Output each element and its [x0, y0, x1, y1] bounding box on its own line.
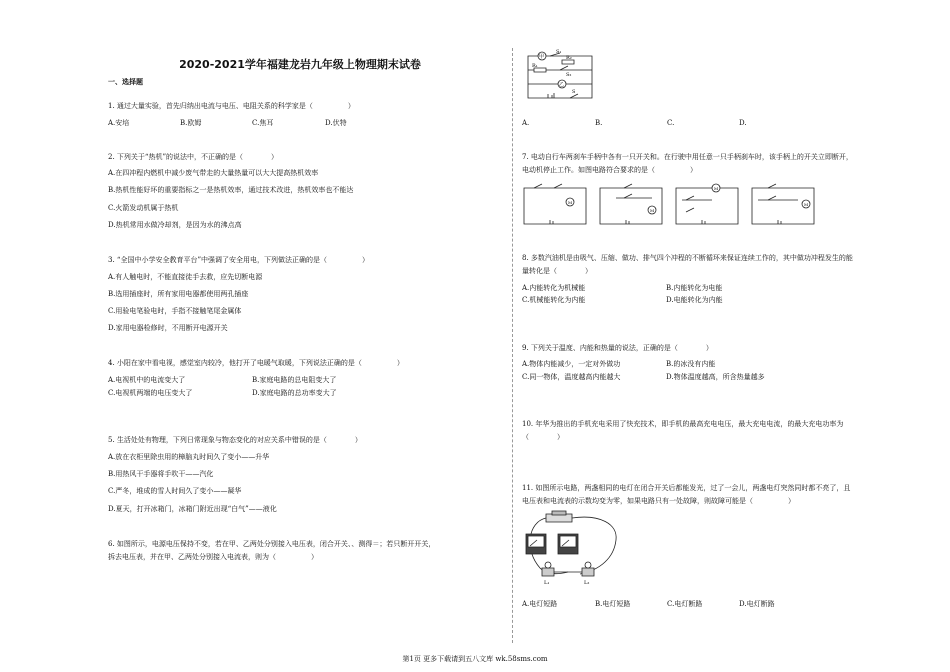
q2-option-a: A.在四冲程内燃机中减少废气带走的大量热量可以大大提高热机效率: [108, 169, 319, 177]
question-11-line1: 11. 如图所示电路，两盏相同的电灯在闭合开关后都能发光，过了一会儿，两盏电灯突然同时都不亮了，且: [522, 484, 851, 492]
q9-option-c: C.同一物体，温度越高内能越大: [522, 373, 621, 381]
q6-circuit-figure: [520, 48, 602, 104]
q6-fig-jia: 甲: [539, 54, 545, 60]
q7-circuit-a: [520, 182, 590, 228]
question-6-line2: 拆去电压表，并在甲、乙两处分别接入电流表，则为（ ）: [108, 553, 318, 561]
q4-option-a: A.电视机中的电流变大了: [108, 376, 186, 384]
question-7-line1: 7. 电动自行车两刹车手柄中各有一只开关和。在行驶中用任意一只手柄刹车时，该手柄上的开关立即断开，: [522, 153, 853, 161]
question-7-line2: 电动机停止工作。如图电路符合要求的是（ ）: [522, 166, 697, 174]
q7-circuit-b: [596, 182, 666, 228]
q5-option-c: C.严冬，堆成的雪人时间久了变小——凝华: [108, 487, 242, 495]
q6-fig-s: S: [572, 89, 576, 95]
q7c-motor-label: M: [714, 186, 719, 191]
page-title: 2020-2021学年福建龙岩九年级上物理期末试卷: [179, 58, 421, 71]
question-2: 2. 下列关于“热机”的说法中，不正确的是（ ）: [108, 153, 279, 161]
q6-fig-r1: R₁: [532, 63, 538, 69]
q7d-motor-label: M: [804, 202, 809, 207]
q9-option-b: B.的冰没有内能: [666, 360, 716, 368]
q3-option-d: D.家用电器检修时，不用断开电源开关: [108, 324, 228, 332]
question-1: 1. 通过大量实验，首先归纳出电流与电压、电阻关系的科学家是（ ）: [108, 102, 355, 110]
q6-fig-s1: S₁: [556, 49, 562, 55]
q1-option-d: D.伏特: [325, 119, 347, 127]
q11-option-c: C.电灯断路: [667, 600, 703, 608]
q6-option-c: C.: [667, 119, 675, 127]
q6-fig-s2: S₂: [566, 72, 572, 78]
q8-option-c: C.机械能转化为内能: [522, 296, 586, 304]
q7a-motor-label: M: [568, 200, 573, 205]
q11-circuit-figure: [520, 510, 630, 588]
q7b-motor-label: M: [650, 208, 655, 213]
q3-option-b: B.选用插座时，所有家用电器都使用两孔插座: [108, 290, 249, 298]
question-8-line2: 量转化是（ ）: [522, 267, 592, 275]
q6-fig-r2: R₂: [566, 55, 572, 61]
q11-fig-l1: L₁: [544, 580, 550, 586]
q5-option-a: A.放在衣柜里除虫用的樟脑丸时间久了变小——升华: [108, 453, 270, 461]
q3-option-a: A.有人触电时，不能直接徒手去救，应先切断电源: [108, 273, 263, 281]
question-3: 3. “全国中小学安全教育平台”中强调了安全用电，下列做法正确的是（ ）: [108, 256, 370, 264]
column-divider: [512, 48, 513, 643]
question-10-line2: （ ）: [522, 433, 564, 441]
q7-circuit-d: [748, 182, 818, 228]
q2-option-b: B.热机性能好坏的重要指标之一是热机效率，通过技术改进，热机效率也不能达: [108, 186, 354, 194]
q8-option-d: D.电能转化为内能: [666, 296, 723, 304]
q6-option-d: D.: [739, 119, 747, 127]
page-footer: 第1页 更多下载请到五八文库 wk.58sms.com: [402, 655, 548, 663]
q2-option-d: D.热机常用水做冷却剂，是因为水的沸点高: [108, 221, 242, 229]
q11-option-d: D.电灯断路: [739, 600, 775, 608]
question-4: 4. 小阳在家中看电视，感觉室内较冷，他打开了电暖气取暖，下列说法正确的是（ ）: [108, 359, 404, 367]
question-5: 5. 生活处处有物理，下列日常现象与物态变化的对应关系中错误的是（ ）: [108, 436, 362, 444]
q8-option-b: B.内能转化为电能: [666, 284, 723, 292]
q9-option-a: A.物体内能减少，一定对外做功: [522, 360, 621, 368]
q4-option-b: B.家庭电路的总电阻变大了: [252, 376, 337, 384]
q5-option-d: D.夏天，打开冰箱门，冰箱门附近出现“白气”——液化: [108, 505, 277, 513]
q8-option-a: A.内能转化为机械能: [522, 284, 586, 292]
q11-fig-l2: L₂: [584, 580, 590, 586]
q2-option-c: C.火箭发动机属于热机: [108, 204, 179, 212]
q6-fig-yi: 乙: [559, 82, 565, 88]
question-9: 9. 下列关于温度、内能和热量的说法，正确的是（ ）: [522, 344, 713, 352]
q11-option-b: B.电灯短路: [595, 600, 631, 608]
q5-option-b: B.用热风干手器将手吹干——汽化: [108, 470, 214, 478]
question-10-line1: 10. 年华为推出的手机充电采用了快充技术，即手机的最高充电电压，最大充电电流，的最大充电功率为: [522, 420, 844, 428]
question-8-line1: 8. 多数汽油机是由吸气、压缩、做功、排气四个冲程的不断循环来保证连续工作的，其中做功冲程发生的能: [522, 254, 853, 262]
q6-option-a: A.: [522, 119, 530, 127]
q6-option-b: B.: [595, 119, 603, 127]
question-6-line1: 6. 如图所示，电源电压保持不变，若在甲、乙两处分别接入电压表，闭合开关、、测得＝；若只断开开关，: [108, 540, 436, 548]
q11-option-a: A.电灯短路: [522, 600, 558, 608]
q7-circuit-c: [672, 182, 742, 228]
section-heading: 一、选择题: [108, 78, 143, 86]
q4-option-c: C.电视机两端的电压变大了: [108, 389, 193, 397]
q9-option-d: D.物体温度越高，所含热量越多: [666, 373, 765, 381]
question-11-line2: 电压表和电流表的示数均变为零，如果电路只有一处故障，则故障可能是（ ）: [522, 497, 795, 505]
q3-option-c: C.用验电笔验电时，手指不接触笔尾金属体: [108, 307, 242, 315]
q1-option-b: B.欧姆: [180, 119, 202, 127]
q1-option-c: C.焦耳: [252, 119, 274, 127]
q1-option-a: A.安培: [108, 119, 130, 127]
q4-option-d: D.家庭电路的总功率变大了: [252, 389, 337, 397]
